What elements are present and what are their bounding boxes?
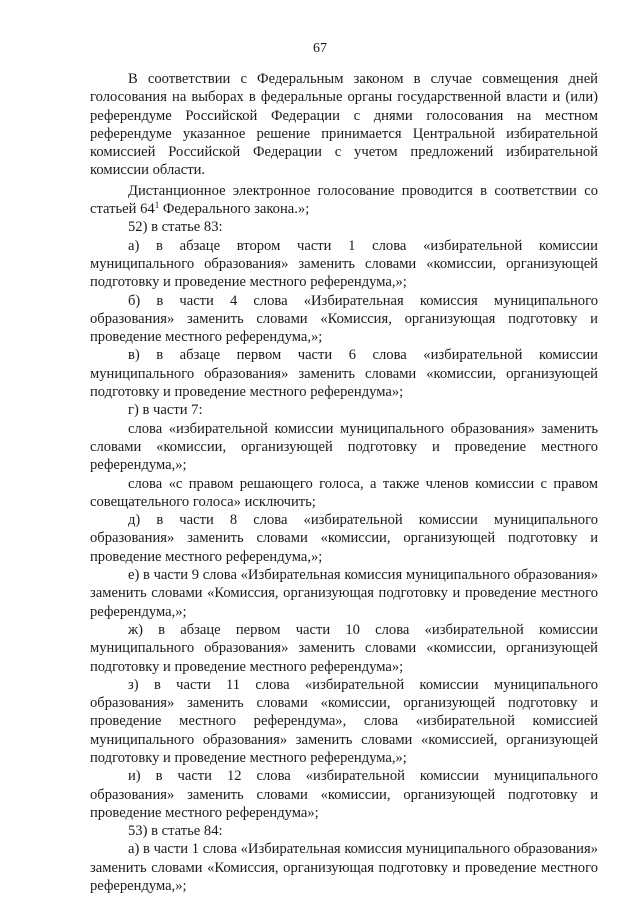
paragraph: 53) в статье 84:	[128, 823, 223, 840]
paragraph: а) в части 1 слова «Избирательная комиссия муниципального образования» заменить словами «Комиссия, организующая подготовку и проведение местного референдума,»;	[90, 841, 598, 895]
paragraph: слова «избирательной комиссии муниципального образования» заменить словами «комиссии, организующей подготовку и проведение местного референдума,»;	[90, 420, 598, 474]
paragraph: б) в части 4 слова «Избирательная комиссия муниципального образования» заменить словами «Комиссия, организующая подготовку и проведение местного референдума,»;	[90, 292, 598, 346]
document-body	[90, 70, 598, 895]
paragraph-remote-voting	[90, 182, 598, 219]
page-number: 67	[313, 41, 327, 56]
paragraph: г) в части 7:	[128, 402, 203, 419]
paragraph: е) в части 9 слова «Избирательная комиссия муниципального образования» заменить словами «Комиссия, организующая подготовку и проведение местного референдума,»;	[90, 567, 598, 620]
paragraph: в) в абзаце первом части 6 слова «избирательной комиссии муниципального образования» заменить словами «комиссии, организующей подготовку и проведение местного референдума»;	[90, 347, 598, 401]
paragraph: В соответствии с Федеральным законом в случае совмещения дней голосования на выборах в федеральные органы государственной власти и (или) референдуме Российской Федерации с днями голосования на местном референдуме указанное решение принимается Центральной избирательной комиссией Российской Федерации с учетом предложений избирательной комиссии области.	[90, 71, 598, 179]
paragraph: ж) в абзаце первом части 10 слова «избирательной комиссии муниципального образования» заменить словами «комиссии, организующей подготовку и проведение местного референдума»;	[90, 621, 598, 675]
paragraph: а) в абзаце втором части 1 слова «избирательной комиссии муниципального образования» заменить словами «комиссии, организующей подготовку и проведение местного референдума,»;	[90, 237, 598, 291]
paragraph: и) в части 12 слова «избирательной комиссии муниципального образования» заменить словами «комиссии, организующей подготовку и проведение местного референдума»;	[90, 768, 598, 821]
remote-voting-text-end: Федерального закона.»;	[159, 201, 310, 218]
paragraph: 52) в статье 83:	[128, 219, 223, 236]
paragraph: д) в части 8 слова «избирательной комиссии муниципального образования» заменить словами «комиссии, организующей подготовку и проведение местного референдума,»;	[90, 512, 598, 565]
paragraph: з) в части 11 слова «избирательной комиссии муниципального образования» заменить словами «комиссии, организующей подготовку и проведение местного референдума», слова «избирательной комиссией муниципального образования» заменить словами «комиссией, организующей подготовку и проведение местного референдума,»;	[90, 676, 598, 766]
remote-voting-text: Дистанционное электронное голосование проводится в соответствии со статьей 64	[90, 182, 598, 218]
article-superscript: 1	[154, 200, 160, 211]
paragraph: слова «с правом решающего голоса, а также членов комиссии с правом совещательного голоса» исключить;	[90, 475, 598, 510]
